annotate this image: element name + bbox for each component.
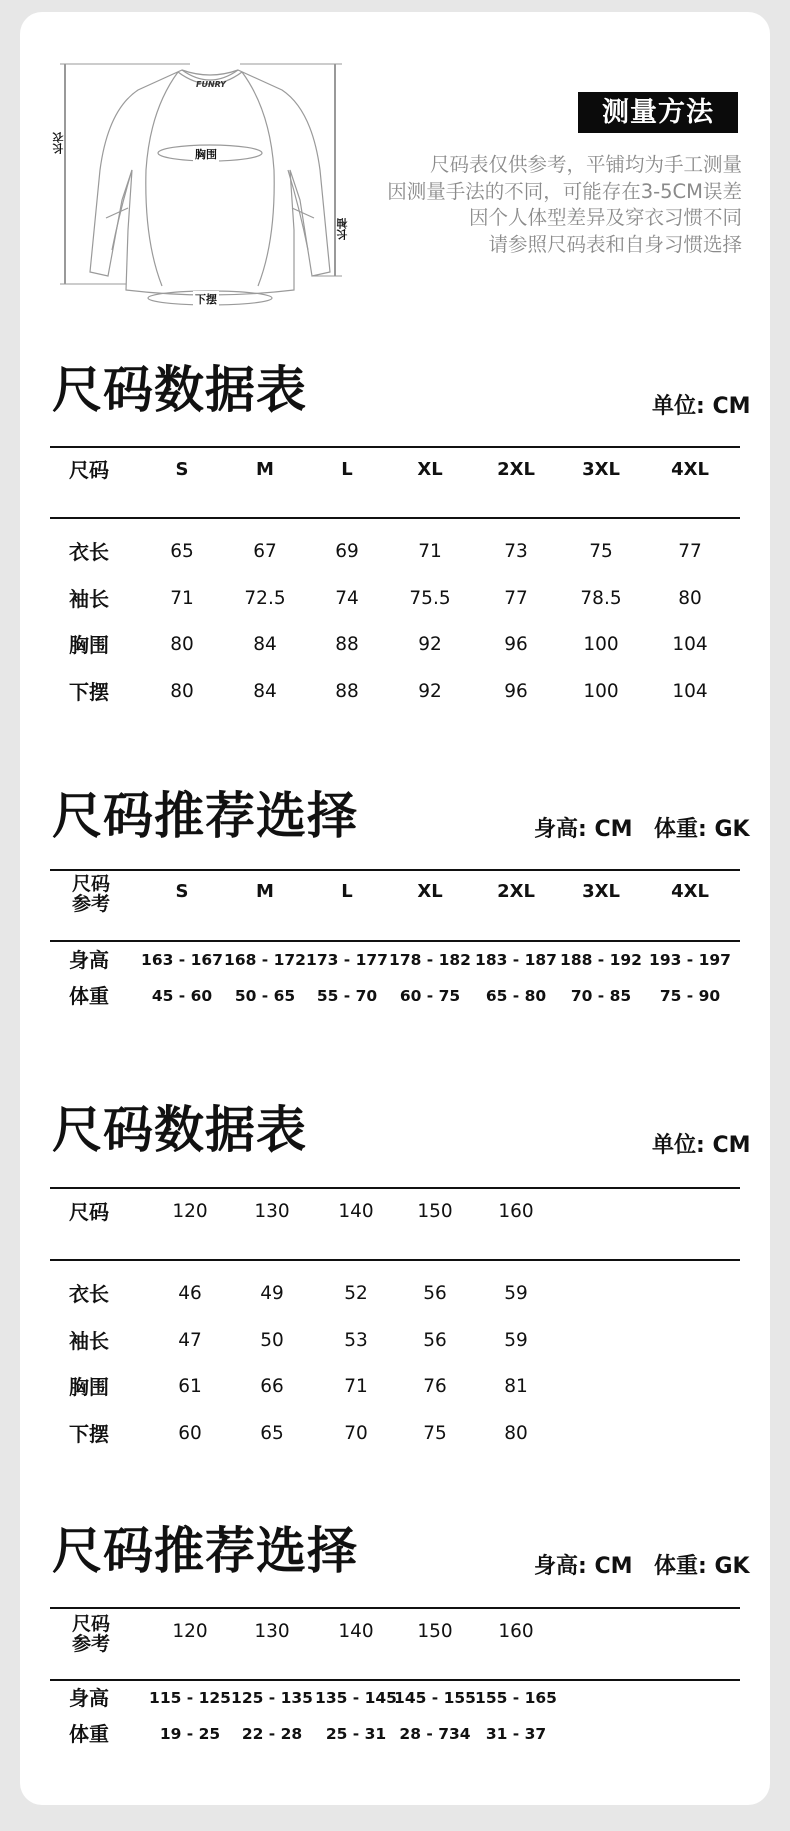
size-column-header: 130 bbox=[254, 1621, 290, 1642]
unit-label: 单位: CM bbox=[652, 1133, 751, 1158]
table-cell: 145 - 155 bbox=[394, 1689, 476, 1707]
row-label: 衣长 bbox=[69, 540, 109, 564]
row-label: 胸围 bbox=[69, 1375, 109, 1399]
measure-notes bbox=[387, 152, 742, 258]
table-cell: 178 - 182 bbox=[389, 951, 471, 969]
table-cell: 155 - 165 bbox=[475, 1689, 557, 1707]
table-cell: 76 bbox=[423, 1376, 447, 1397]
table-cell: 115 - 125 bbox=[149, 1689, 231, 1707]
table-cell: 65 bbox=[170, 541, 194, 562]
row-label: 身高 bbox=[69, 1686, 109, 1710]
measure-note-line: 因个人体型差异及穿衣习惯不同 bbox=[468, 206, 742, 229]
table-cell: 188 - 192 bbox=[560, 951, 642, 969]
section-title: 尺码推荐选择 bbox=[52, 1522, 358, 1580]
table-cell: 74 bbox=[335, 588, 359, 609]
brand-mark: FUNRY bbox=[196, 80, 226, 89]
size-column-header: 4XL bbox=[671, 459, 709, 480]
header-label bbox=[69, 874, 113, 914]
table-cell: 84 bbox=[253, 634, 277, 655]
size-column-header: 150 bbox=[417, 1621, 453, 1642]
table-cell: 55 - 70 bbox=[316, 987, 378, 1005]
size-column-header: 140 bbox=[338, 1621, 374, 1642]
size-column-header: XL bbox=[417, 881, 443, 902]
table-cell: 84 bbox=[253, 681, 277, 702]
table-cell: 77 bbox=[678, 541, 702, 562]
table-header-rule bbox=[50, 1679, 740, 1681]
table-cell: 28 - 734 bbox=[399, 1725, 471, 1743]
table-cell: 70 - 85 bbox=[570, 987, 632, 1005]
size-column-header: M bbox=[256, 459, 274, 480]
size-column-header: 3XL bbox=[582, 459, 620, 480]
table-cell: 78.5 bbox=[580, 588, 622, 609]
table-cell: 25 - 31 bbox=[325, 1725, 387, 1743]
size-column-header: S bbox=[175, 881, 189, 902]
row-label: 袖长 bbox=[69, 587, 109, 611]
table-cell: 67 bbox=[253, 541, 277, 562]
table-cell: 75 bbox=[589, 541, 613, 562]
row-label: 身高 bbox=[69, 948, 109, 972]
table-cell: 163 - 167 bbox=[141, 951, 223, 969]
table-top-rule bbox=[50, 446, 740, 448]
table-cell: 88 bbox=[335, 681, 359, 702]
table-top-rule bbox=[50, 869, 740, 871]
unit-label: 身高: CM bbox=[534, 817, 633, 842]
table-cell: 50 - 65 bbox=[234, 987, 296, 1005]
table-cell: 73 bbox=[504, 541, 528, 562]
table-cell: 75.5 bbox=[409, 588, 451, 609]
table-cell: 135 - 145 bbox=[315, 1689, 397, 1707]
table-cell: 183 - 187 bbox=[475, 951, 557, 969]
size-column-header: 150 bbox=[417, 1201, 453, 1222]
table-cell: 193 - 197 bbox=[649, 951, 731, 969]
table-cell: 60 bbox=[178, 1423, 202, 1444]
table-cell: 56 bbox=[423, 1283, 447, 1304]
size-column-header: M bbox=[256, 881, 274, 902]
header-label-line: 参考 bbox=[71, 1633, 110, 1655]
table-header-rule bbox=[50, 940, 740, 942]
garment-diagram bbox=[50, 50, 360, 320]
size-column-header: 160 bbox=[498, 1621, 534, 1642]
table-cell: 72.5 bbox=[244, 588, 286, 609]
table-cell: 88 bbox=[335, 634, 359, 655]
section-title: 尺码推荐选择 bbox=[52, 787, 358, 845]
header-label-line: 尺码 bbox=[71, 873, 110, 895]
table-cell: 80 bbox=[504, 1423, 528, 1444]
table-cell: 100 bbox=[583, 681, 619, 702]
table-cell: 19 - 25 bbox=[159, 1725, 221, 1743]
table-cell: 49 bbox=[260, 1283, 284, 1304]
row-label: 袖长 bbox=[69, 1329, 109, 1353]
table-cell: 60 - 75 bbox=[399, 987, 461, 1005]
header-label-line: 尺码 bbox=[71, 1613, 110, 1635]
table-cell: 80 bbox=[170, 681, 194, 702]
size-column-header: 160 bbox=[498, 1201, 534, 1222]
unit-label: 体重: GK bbox=[654, 817, 750, 842]
table-cell: 70 bbox=[344, 1423, 368, 1444]
header-label: 尺码 bbox=[69, 1200, 109, 1224]
table-cell: 59 bbox=[504, 1283, 528, 1304]
size-column-header: L bbox=[341, 881, 353, 902]
row-label: 下摆 bbox=[69, 1422, 109, 1446]
table-cell: 71 bbox=[170, 588, 194, 609]
size-column-header: 120 bbox=[172, 1621, 208, 1642]
row-label: 下摆 bbox=[69, 680, 109, 704]
measure-method-title: 测量方法 bbox=[578, 92, 738, 133]
table-cell: 45 - 60 bbox=[151, 987, 213, 1005]
table-cell: 71 bbox=[418, 541, 442, 562]
section-title: 尺码数据表 bbox=[52, 361, 307, 419]
size-column-header: S bbox=[175, 459, 189, 480]
table-cell: 104 bbox=[672, 681, 708, 702]
unit-label: 体重: GK bbox=[654, 1554, 750, 1579]
chest-label: 胸围 bbox=[195, 148, 217, 161]
table-cell: 59 bbox=[504, 1330, 528, 1351]
table-cell: 80 bbox=[170, 634, 194, 655]
sleeve-label: 长袖 bbox=[336, 218, 349, 240]
row-label: 衣长 bbox=[69, 1282, 109, 1306]
table-cell: 71 bbox=[344, 1376, 368, 1397]
table-cell: 96 bbox=[504, 681, 528, 702]
table-cell: 56 bbox=[423, 1330, 447, 1351]
measure-note-line: 尺码表仅供参考，平铺均为手工测量 bbox=[429, 153, 742, 176]
header-label: 尺码 bbox=[69, 458, 109, 482]
table-cell: 77 bbox=[504, 588, 528, 609]
row-label: 胸围 bbox=[69, 633, 109, 657]
table-cell: 50 bbox=[260, 1330, 284, 1351]
table-cell: 100 bbox=[583, 634, 619, 655]
hem-label: 下摆 bbox=[195, 293, 217, 306]
length-label: 长衣 bbox=[52, 132, 65, 154]
section-title: 尺码数据表 bbox=[52, 1101, 307, 1159]
table-cell: 125 - 135 bbox=[231, 1689, 313, 1707]
size-column-header: 130 bbox=[254, 1201, 290, 1222]
table-top-rule bbox=[50, 1607, 740, 1609]
row-label: 体重 bbox=[69, 984, 109, 1008]
header-label-line: 参考 bbox=[71, 893, 110, 915]
measure-note-line: 因测量手法的不同，可能存在3-5CM误差 bbox=[387, 179, 742, 203]
size-column-header: 3XL bbox=[582, 881, 620, 902]
table-cell: 65 bbox=[260, 1423, 284, 1444]
size-column-header: L bbox=[341, 459, 353, 480]
table-cell: 61 bbox=[178, 1376, 202, 1397]
table-cell: 168 - 172 bbox=[224, 951, 306, 969]
table-cell: 47 bbox=[178, 1330, 202, 1351]
table-cell: 52 bbox=[344, 1283, 368, 1304]
table-cell: 69 bbox=[335, 541, 359, 562]
size-column-header: 120 bbox=[172, 1201, 208, 1222]
measure-note-line: 请参照尺码表和自身习惯选择 bbox=[488, 232, 742, 256]
table-cell: 173 - 177 bbox=[306, 951, 388, 969]
size-column-header: 4XL bbox=[671, 881, 709, 902]
header-label bbox=[69, 1614, 113, 1654]
table-cell: 80 bbox=[678, 588, 702, 609]
table-cell: 53 bbox=[344, 1330, 368, 1351]
table-header-rule bbox=[50, 517, 740, 519]
table-cell: 92 bbox=[418, 681, 442, 702]
table-cell: 104 bbox=[672, 634, 708, 655]
table-cell: 96 bbox=[504, 634, 528, 655]
size-column-header: 140 bbox=[338, 1201, 374, 1222]
table-header-rule bbox=[50, 1259, 740, 1261]
table-cell: 22 - 28 bbox=[241, 1725, 303, 1743]
table-cell: 31 - 37 bbox=[485, 1725, 547, 1743]
table-cell: 81 bbox=[504, 1376, 528, 1397]
unit-label: 身高: CM bbox=[534, 1554, 633, 1579]
table-cell: 65 - 80 bbox=[485, 987, 547, 1005]
size-column-header: 2XL bbox=[497, 459, 535, 480]
table-cell: 92 bbox=[418, 634, 442, 655]
size-column-header: 2XL bbox=[497, 881, 535, 902]
table-cell: 75 - 90 bbox=[659, 987, 721, 1005]
long-sleeve-shirt-icon bbox=[50, 50, 360, 320]
unit-label: 单位: CM bbox=[652, 394, 751, 419]
row-label: 体重 bbox=[69, 1722, 109, 1746]
table-top-rule bbox=[50, 1187, 740, 1189]
table-cell: 75 bbox=[423, 1423, 447, 1444]
table-cell: 66 bbox=[260, 1376, 284, 1397]
table-cell: 46 bbox=[178, 1283, 202, 1304]
size-column-header: XL bbox=[417, 459, 443, 480]
